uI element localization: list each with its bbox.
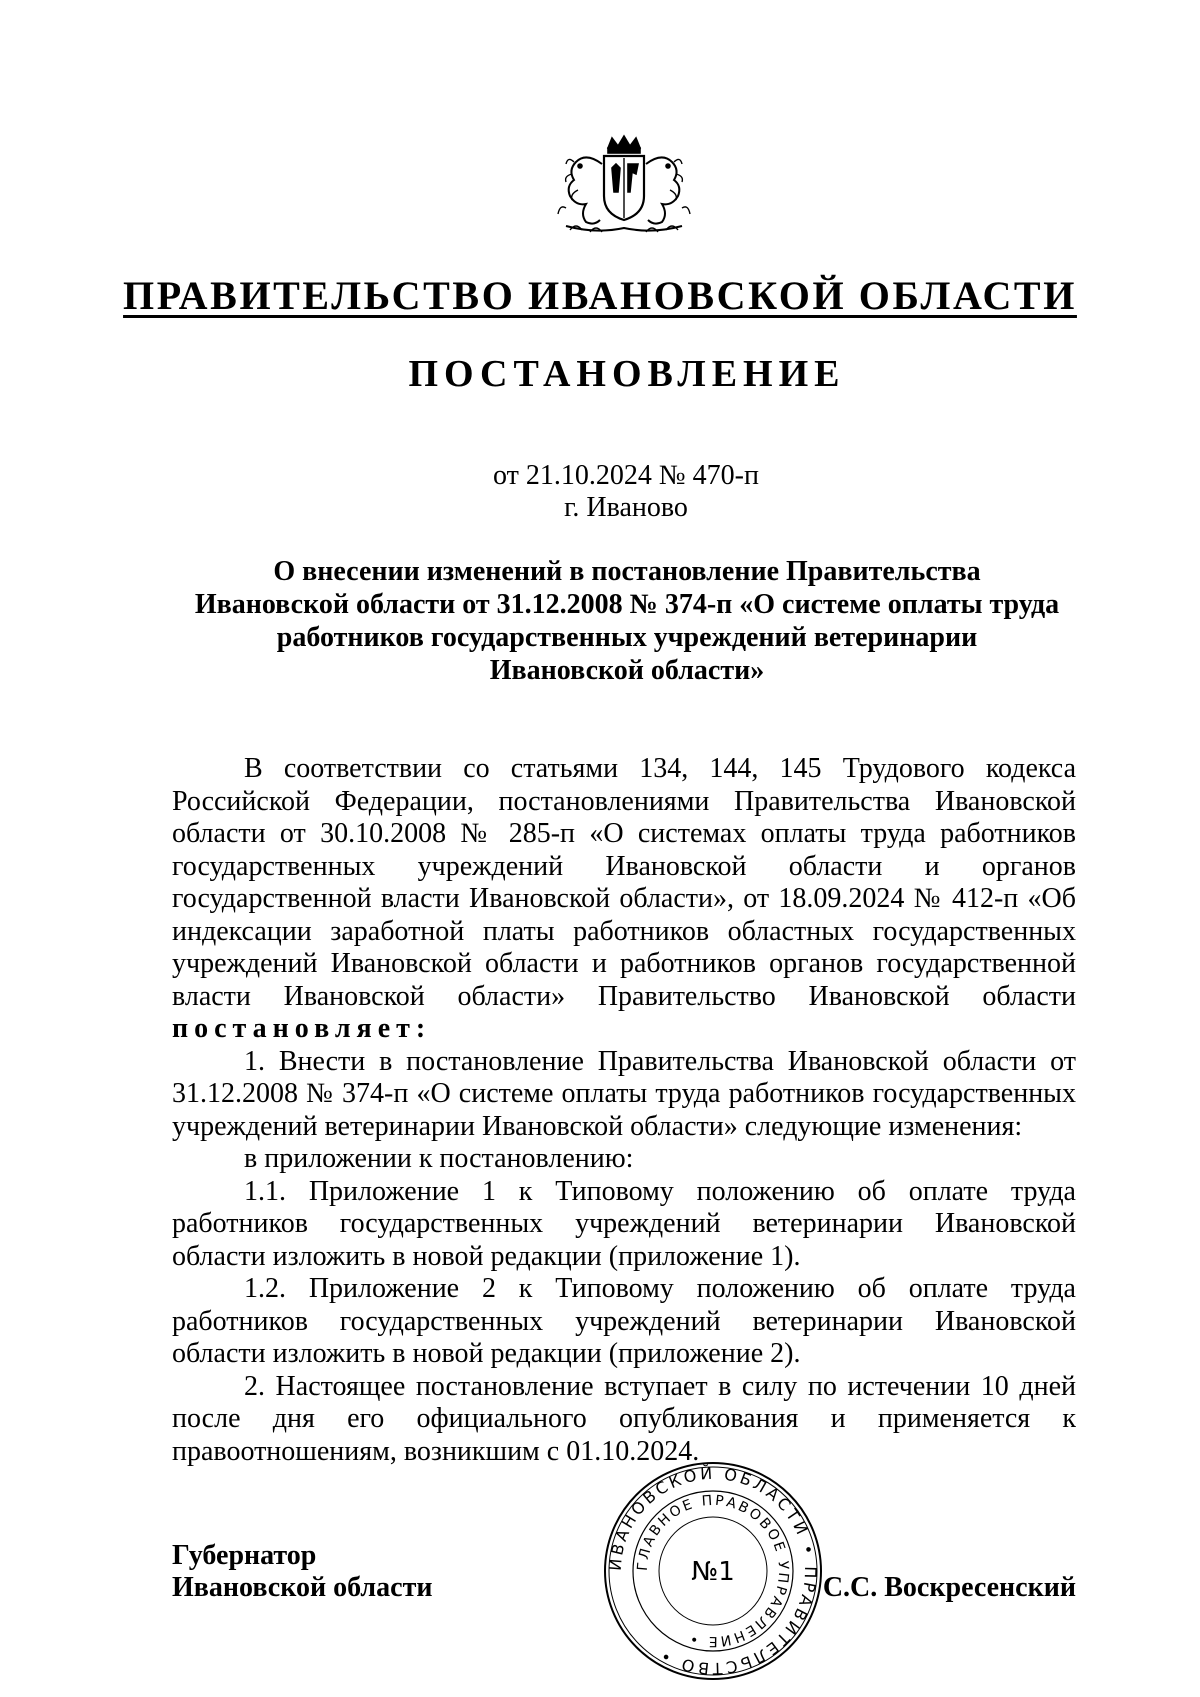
item-1-paragraph: 1. Внести в постановление Правительства Ивановской области от 31.12.2008 № 374-п «О системе оплаты труда работников государственных учреждений ветеринарии Ивановской области» следующие изменения:	[172, 1045, 1076, 1142]
stamp-outer-text: ИВАНОВСКОЙ ОБЛАСТИ • ПРАВИТЕЛЬСТВО •	[605, 1463, 821, 1679]
signatory-title	[172, 1540, 432, 1604]
item-1-1-paragraph: 1.1. Приложение 1 к Типовому положению об оплате труда работников государственных учреждений ветеринарии Ивановской области изложить в новой редакции (приложение 1).	[172, 1175, 1076, 1272]
subject-line: Ивановской области от 31.12.2008 № 374-п «О системе оплаты труда	[194, 589, 1060, 620]
document-subject	[150, 555, 1104, 687]
subject-line: О внесении изменений в постановление Правительства	[273, 556, 981, 587]
decree-word: постановляет:	[172, 1013, 432, 1044]
preamble-text: В соответствии со статьями 134, 144, 145 Трудового кодекса Российской Федерации, постановлениями Правительства Ивановской области от 30.10.2008 № 285-п «О системах оплаты труда работников государственных учреждений Ивановской области и органов государственной власти Ивановской области», от 18.09.2024 № 412-п «Об индексации заработной платы работников областных государственных учреждений Ивановской области и работников органов государственной власти Ивановской области» Правительство Ивановской области	[172, 753, 1076, 1012]
coat-of-arms-icon	[556, 134, 692, 236]
signatory-title-line: Губернатор	[172, 1540, 317, 1571]
item-1-2-paragraph: 1.2. Приложение 2 к Типовому положению об оплате труда работников государственных учреждений ветеринарии Ивановской области изложить в новой редакции (приложение 2).	[172, 1273, 1076, 1369]
signatory-title-line: Ивановской области	[172, 1572, 433, 1603]
subject-line: работников государственных учреждений ветеринарии	[276, 622, 978, 653]
organization-title: ПРАВИТЕЛЬСТВО ИВАНОВСКОЙ ОБЛАСТИ	[123, 273, 1077, 318]
document-body	[172, 753, 1076, 1468]
signatory-name: С.С. Воскресенский	[822, 1572, 1076, 1603]
item-2-paragraph: 2. Настоящее постановление вступает в силу по истечении 10 дней после дня его официального опубликования и применяется к правоотношениям, возникшим с 01.10.2024.	[172, 1370, 1076, 1467]
subject-line: Ивановской области»	[489, 655, 765, 686]
stamp-number: №1	[691, 1557, 735, 1587]
stamp-inner-text: ГЛАВНОЕ ПРАВОВОЕ УПРАВЛЕНИЕ •	[634, 1492, 792, 1650]
official-stamp-icon	[602, 1460, 824, 1682]
document-type: ПОСТАНОВЛЕНИЕ	[408, 353, 846, 395]
item-1-intro-paragraph: в приложении к постановлению:	[244, 1143, 634, 1174]
document-city: г. Иваново	[564, 492, 688, 523]
document-date-number: от 21.10.2024 № 470-п	[493, 460, 759, 491]
preamble-paragraph	[172, 753, 1076, 1046]
